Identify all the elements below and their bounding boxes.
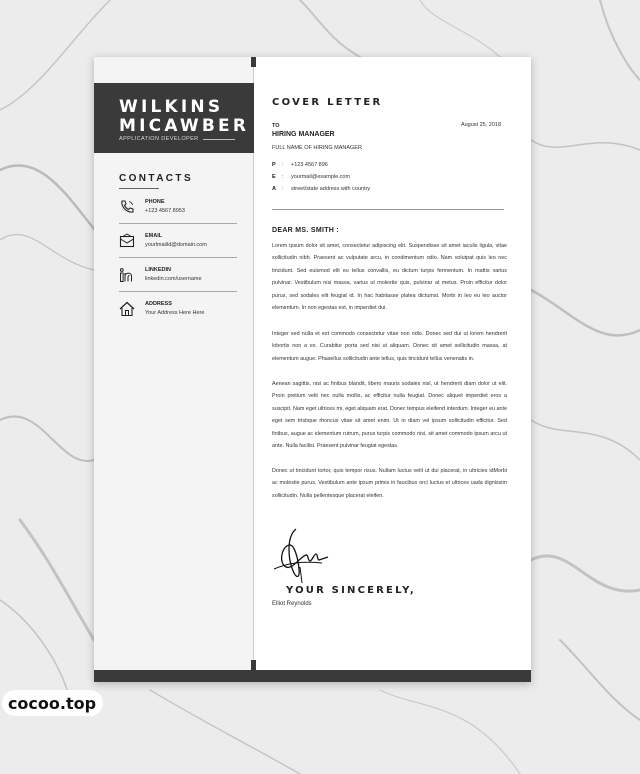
contacts-heading: CONTACTS xyxy=(119,173,194,184)
contact-value: linkedin.com/username xyxy=(145,276,202,282)
signature-image xyxy=(272,527,332,585)
divider xyxy=(119,223,237,224)
job-title: APPLICATION DEVELOPER xyxy=(119,136,199,142)
phone-icon xyxy=(119,199,135,215)
paragraph-2: Integer sed nulla et est commodo consectetur vitae non odio. Donec sed dui ut lorem hendrerit lobortis non a ex. Curabitur porta sed nisi ut aliquam. Donec sit amet sollicitudin massa, at elementum augue. Phasellus sollicitudin ante tellus, quis tincidunt tellus venenatis in. xyxy=(272,331,507,362)
fold-marker-top xyxy=(251,57,256,67)
bullet-separator: : xyxy=(282,186,284,192)
fold-marker-bottom xyxy=(251,660,256,670)
contacts-rule xyxy=(119,188,159,189)
salutation: DEAR MS. SMITH : xyxy=(272,227,340,234)
contact-key-p: P xyxy=(272,162,276,168)
contact-value: yourlmaiild@domain.com xyxy=(145,242,207,248)
last-name: MICAWBER xyxy=(119,116,250,136)
recipient-full-name: FULL NAME OF HIRING MANAGER xyxy=(272,145,362,151)
recipient-address: street/state address with country xyxy=(291,186,371,192)
header-divider xyxy=(272,209,504,210)
bullet-separator: : xyxy=(282,174,284,180)
watermark: cocoo.top xyxy=(7,693,97,713)
contact-label: LINKEDIN xyxy=(145,267,171,273)
bullet-separator: : xyxy=(282,162,284,168)
contact-value: +123 4567 8953 xyxy=(145,208,185,214)
contact-key-a: A xyxy=(272,186,276,192)
resume-sheet xyxy=(94,57,531,682)
paragraph-4: Donec ut tincidunt tortor, quis tempor risus. Nullam luctus velit ut dui placerat, in ultricies idMorbi ac molestie purus. Vestibulum ante ipsum primis in faucibus orci luctus et ultrices uada dignissim sollicitudin. Nulla pellentesque placerat eleifen. xyxy=(272,468,507,499)
footer-bar xyxy=(94,670,531,682)
name-block xyxy=(94,83,254,153)
closing: YOUR SINCERELY, xyxy=(286,585,416,596)
recipient: HIRING MANAGER xyxy=(272,131,335,138)
divider xyxy=(119,257,237,258)
contact-key-e: E xyxy=(272,174,276,180)
recipient-email: yourmail@example.com xyxy=(291,174,351,180)
home-icon xyxy=(119,301,135,317)
signer-name: Elliot Reynolds xyxy=(272,601,312,607)
paragraph-3: Aenean sagittis, nisi ac finibus blandit, libero mauris sodales nisl, ut hendrerit diam dolor ut elit. Proin pretium velit nec nulla mollis, ac efficitur nulla feugiat. Donec aliquet imperdiet eros a suscipit. Nam eget ultrices mi, eget aliquam erat. Donec tempus eleifend interdum. Integer eu ante eget sem tristique rhoncus vitae sit amet enim. Ut in diam vel ipsum sollicitudin efficitur. Sed finibus, augue ac elementum rutrum, purus turpis commodo nisi, sit amet commodo ipsum arcu ut ante. Nulla facilisi. Praesent pulvinar feugiat egestas. xyxy=(272,381,507,450)
first-name: WILKINS xyxy=(119,97,224,117)
contact-label: EMAIL xyxy=(145,233,163,239)
contact-value: Your Address Here Here xyxy=(145,310,205,316)
linkedin-icon xyxy=(119,267,135,283)
job-title-rule xyxy=(203,139,235,140)
to-label: TO xyxy=(272,123,280,129)
contact-label: PHONE xyxy=(145,199,165,205)
divider xyxy=(119,291,237,292)
envelope-icon xyxy=(119,233,135,249)
cover-letter-title: COVER LETTER xyxy=(272,97,383,108)
contact-label: ADDRESS xyxy=(145,301,172,307)
letter-date: August 25, 2018 xyxy=(460,122,501,128)
paragraph-1: Lorem ipsum dolor sit amet, consectetur adipiscing elit. Suspendisse sit amet iaculis ligula, vitae sollicitudin nibh. Praesent ac vulputate arcu, in condimentum odio. Nam volutpat quis leo nec tincidunt. Sed euismod elit eu tellus convallis, eu dictum turpis fermentum. In mattis varius pulvinar. Vestibulum nisi massa, varius ut molestie quis, pulvinar at metus. Proin efficitur dolor purus, sed sodales elit feugiat id. In hac habitasse platea dictumst. Morbi in leo eu leo auctor elementum. In non egestas est, in imperdiet dui. xyxy=(272,243,507,312)
recipient-phone: +123 4567 896 xyxy=(291,162,328,168)
